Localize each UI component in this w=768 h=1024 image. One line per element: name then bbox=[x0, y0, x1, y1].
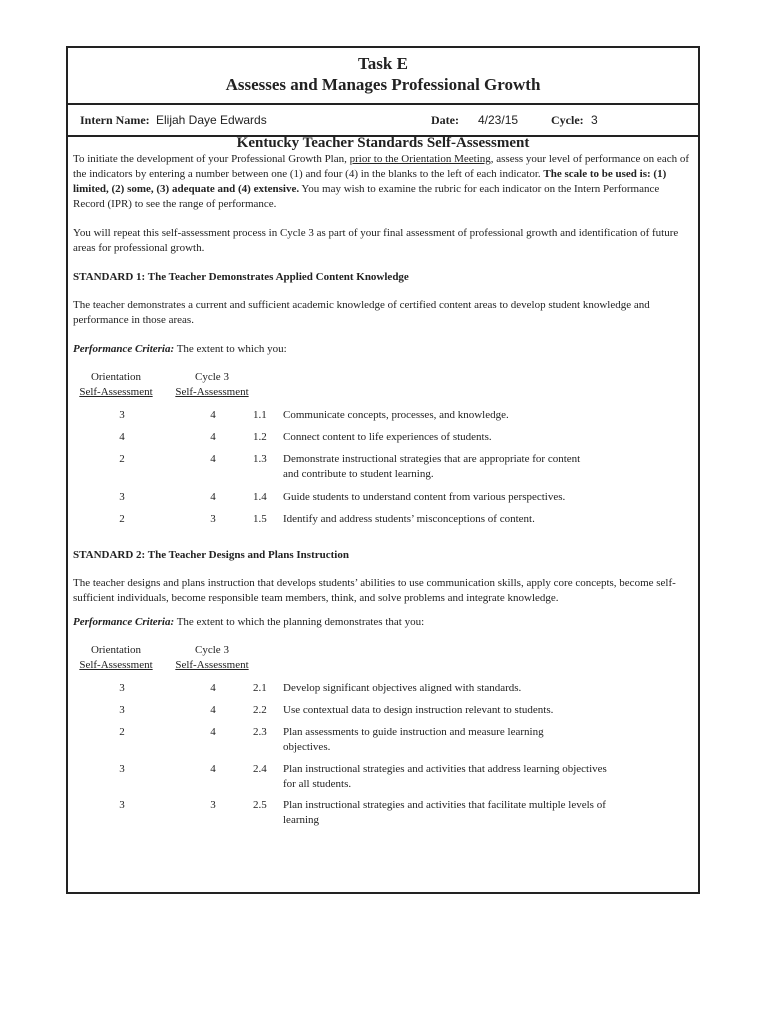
indicator-text: Communicate concepts, processes, and knowledge. bbox=[283, 409, 509, 421]
cycle-subheader: Self-Assessment bbox=[175, 386, 249, 398]
task-title: Task E bbox=[358, 54, 408, 73]
standard2-column-headers bbox=[73, 643, 693, 673]
cycle-subheader: Self-Assessment bbox=[175, 659, 249, 671]
orientation-subheader: Self-Assessment bbox=[79, 386, 153, 398]
indicator-number: 1.5 bbox=[253, 513, 267, 525]
standard2-description: The teacher designs and plans instruction that develops students’ abilities to use communication skills, apply core concepts, become self-sufficient individuals, become responsible team members, think, and solve problems and integrate knowledge. bbox=[73, 577, 676, 604]
indicator-number: 2.2 bbox=[253, 704, 267, 716]
cycle-score: 4 bbox=[210, 704, 216, 716]
indicator-number: 2.5 bbox=[253, 799, 267, 811]
cycle-label: Cycle: bbox=[551, 113, 584, 127]
task-form bbox=[66, 46, 700, 894]
standard1-rows bbox=[73, 408, 693, 548]
intro-text-a: To initiate the development of your Professional Growth Plan, bbox=[73, 153, 350, 165]
task-subtitle: Assesses and Manages Professional Growth bbox=[225, 75, 541, 94]
cycle-score: 4 bbox=[210, 682, 216, 694]
intro-paragraph bbox=[73, 152, 693, 212]
indicator-number: 1.2 bbox=[253, 431, 267, 443]
cycle-score: 3 bbox=[210, 513, 216, 525]
cycle-score: 4 bbox=[210, 726, 216, 738]
standard1-column-headers bbox=[73, 370, 693, 400]
orientation-header: Orientation bbox=[90, 371, 142, 383]
title-box bbox=[68, 48, 698, 105]
indicator-text: Use contextual data to design instruction relevant to students. bbox=[283, 704, 554, 716]
intro-text-b: , assess your level of performance on each of the indicators by entering a number between one (1) and four (4) in the blanks to the left of each indicator. bbox=[73, 153, 689, 180]
intro-paragraph-2: You will repeat this self-assessment process in Cycle 3 as part of your final assessment of professional growth and identification of future areas for professional growth. bbox=[73, 227, 679, 254]
indicator-number: 1.4 bbox=[253, 491, 267, 503]
orientation-score: 4 bbox=[119, 431, 125, 443]
standard1-criteria bbox=[73, 342, 693, 357]
form-content bbox=[73, 134, 693, 831]
indicator-text: Identify and address students’ misconceptions of content. bbox=[283, 513, 535, 525]
indicator-text: Connect content to life experiences of students. bbox=[283, 431, 492, 443]
cycle-header: Cycle 3 bbox=[195, 644, 229, 656]
section-title: Kentucky Teacher Standards Self-Assessment bbox=[236, 135, 530, 151]
criteria-text: The extent to which you: bbox=[174, 343, 287, 355]
intro-text-c: You may wish to examine the rubric for each indicator on the Intern Performance Record (IPR) to see the range of performance. bbox=[73, 183, 660, 210]
orientation-score: 2 bbox=[119, 726, 125, 738]
date-label: Date: bbox=[431, 113, 459, 127]
standard2-criteria bbox=[73, 615, 693, 630]
cycle-score: 4 bbox=[210, 763, 216, 775]
indicator-number: 1.1 bbox=[253, 409, 267, 421]
indicator-number: 1.3 bbox=[253, 453, 267, 465]
orientation-score: 3 bbox=[119, 799, 125, 811]
standard2-rows bbox=[73, 681, 693, 831]
orientation-score: 3 bbox=[119, 491, 125, 503]
cycle-score: 3 bbox=[210, 799, 216, 811]
orientation-subheader: Self-Assessment bbox=[79, 659, 153, 671]
indicator-text: Plan assessments to guide instruction and measure learning objectives. bbox=[283, 726, 544, 753]
cycle-header: Cycle 3 bbox=[195, 371, 229, 383]
indicator-text: Plan instructional strategies and activities that address learning objectives for all students. bbox=[283, 763, 607, 790]
indicator-text: Guide students to understand content from various perspectives. bbox=[283, 491, 566, 503]
standard1-heading: STANDARD 1: The Teacher Demonstrates Applied Content Knowledge bbox=[73, 271, 409, 283]
date-value: 4/23/15 bbox=[478, 113, 519, 127]
indicator-text: Demonstrate instructional strategies that are appropriate for content and contribute to student learning. bbox=[283, 453, 581, 480]
standard2-heading: STANDARD 2: The Teacher Designs and Plans Instruction bbox=[73, 549, 349, 561]
cycle-score: 4 bbox=[210, 431, 216, 443]
orientation-header: Orientation bbox=[90, 644, 142, 656]
criteria-label: Performance Criteria: bbox=[73, 616, 175, 628]
indicator-text: Develop significant objectives aligned with standards. bbox=[283, 682, 522, 694]
orientation-score: 3 bbox=[119, 682, 125, 694]
intro-underlined: prior to the Orientation Meeting bbox=[349, 153, 491, 165]
standard1-description: The teacher demonstrates a current and sufficient academic knowledge of certified content areas to develop student knowledge and performance in those areas. bbox=[73, 299, 650, 326]
cycle-score: 4 bbox=[210, 453, 216, 465]
intern-name-value: Elijah Daye Edwards bbox=[156, 113, 267, 127]
orientation-score: 2 bbox=[119, 513, 125, 525]
indicator-number: 2.1 bbox=[253, 682, 267, 694]
criteria-text: The extent to which the planning demonstrates that you: bbox=[174, 616, 425, 628]
orientation-score: 3 bbox=[119, 409, 125, 421]
indicator-text: Plan instructional strategies and activities that facilitate multiple levels of learning bbox=[283, 799, 606, 826]
indicator-number: 2.3 bbox=[253, 726, 267, 738]
cycle-score: 4 bbox=[210, 409, 216, 421]
cycle-value: 3 bbox=[591, 113, 598, 127]
orientation-score: 2 bbox=[119, 453, 125, 465]
info-row bbox=[68, 105, 698, 137]
orientation-score: 3 bbox=[119, 763, 125, 775]
orientation-score: 3 bbox=[119, 704, 125, 716]
intro-scale: The scale to be used is: (1) limited, (2) some, (3) adequate and (4) extensive. bbox=[73, 168, 667, 195]
indicator-number: 2.4 bbox=[253, 763, 267, 775]
intern-name-label: Intern Name: bbox=[80, 113, 150, 127]
criteria-label: Performance Criteria: bbox=[73, 343, 175, 355]
cycle-score: 4 bbox=[210, 491, 216, 503]
